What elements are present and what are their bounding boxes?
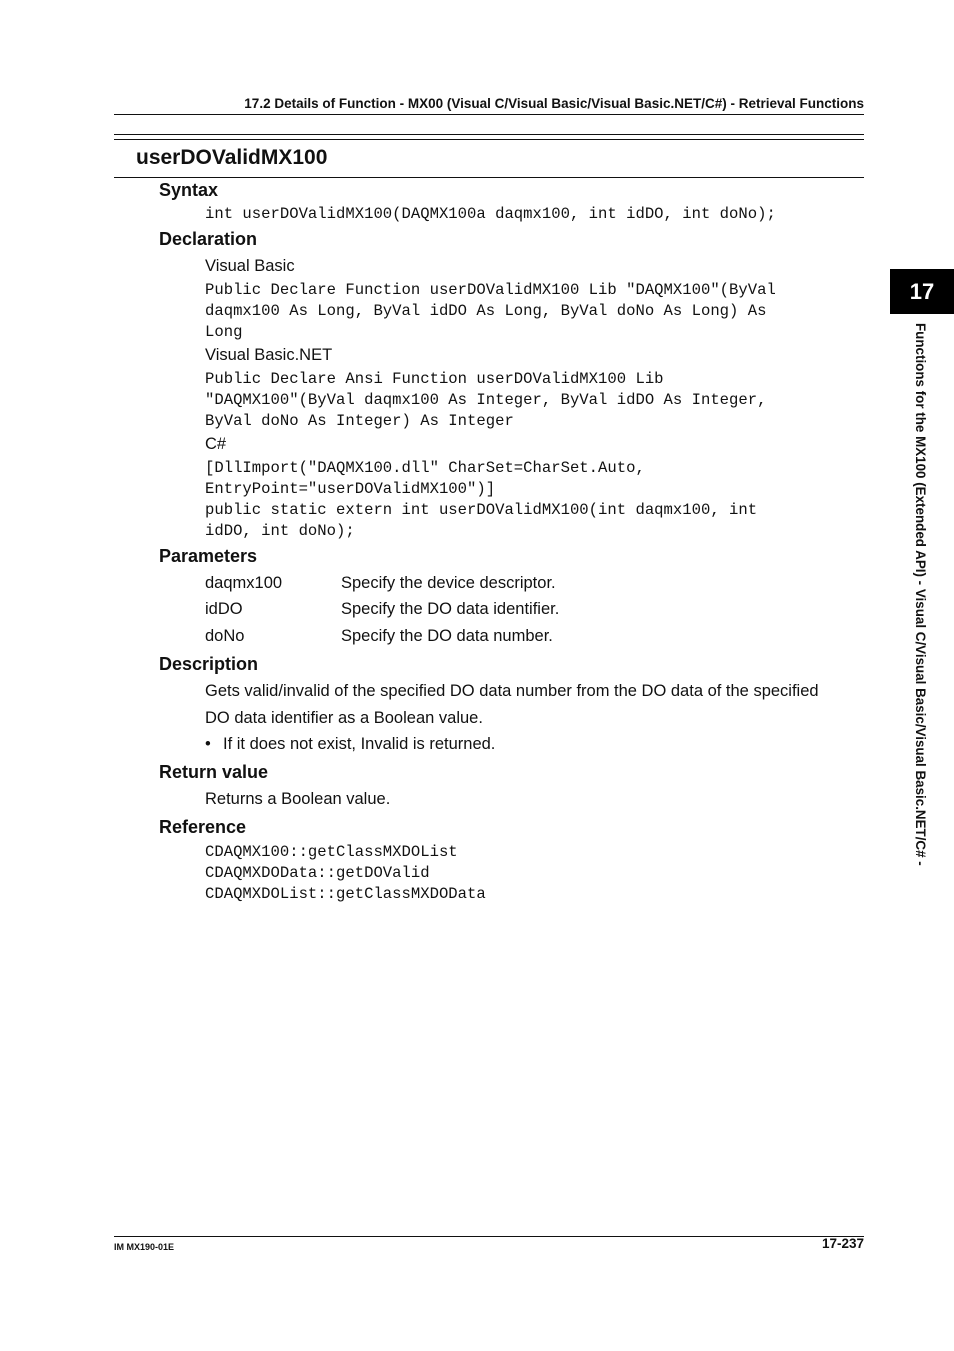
reference-heading: Reference [159,817,247,837]
syntax-heading: Syntax [159,180,219,200]
cs-code: [DllImport("DAQMX100.dll" CharSet=CharSet.Auto, EntryPoint="userDOValidMX100")] public static extern int userDOValidMX100(int daqmx100, int idDO, int doNo); [205,459,758,540]
chapter-tab-title: Functions for the MX100 (Extended API) - Visual C/Visual Basic/Visual Basic.NET/C# - [913,323,928,866]
parameters-heading: Parameters [159,546,258,566]
vbnet-label: Visual Basic.NET [205,346,333,364]
chapter-tab: 17 [890,269,954,314]
section-rule-top-1 [114,134,864,135]
description-line-2: DO data identifier as a Boolean value. [205,709,483,727]
param-desc: Specify the device descriptor. [341,574,556,592]
param-desc: Specify the DO data number. [341,627,553,645]
header-rule [114,114,864,115]
description-line-1: Gets valid/invalid of the specified DO data number from the DO data of the specified [205,682,819,700]
param-name: idDO [205,600,243,618]
function-title: userDOValidMX100 [136,146,328,169]
document-id: IM MX190-01E [114,1242,175,1252]
vbnet-code: Public Declare Ansi Function userDOValidMX100 Lib "DAQMX100"(ByVal daqmx100 As Integer, ByVal idDO As Integer, ByVal doNo As Integer) As Integer [205,370,767,430]
vb-label: Visual Basic [205,257,295,275]
return-value-text: Returns a Boolean value. [205,790,391,808]
reference-code: CDAQMX100::getClassMXDOList CDAQMXDOData::getDOValid CDAQMXDOList::getClassMXDOData [205,843,486,903]
running-header: 17.2 Details of Function - MX00 (Visual C/Visual Basic/Visual Basic.NET/C#) - Retrieval Functions [244,96,864,111]
bullet-text: If it does not exist, Invalid is returned. [223,735,496,753]
bullet-mark: • [205,735,211,753]
declaration-heading: Declaration [159,229,258,249]
param-name: daqmx100 [205,574,283,592]
page-number: 17-237 [821,1236,864,1251]
syntax-code: int userDOValidMX100(DAQMX100a daqmx100, int idDO, int doNo); [205,205,776,223]
section-rule-top-2 [114,139,864,140]
cs-label: C# [205,435,227,453]
footer-rule [114,1236,864,1237]
return-value-heading: Return value [159,762,269,782]
vb-code: Public Declare Function userDOValidMX100 Lib "DAQMX100"(ByVal daqmx100 As Long, ByVal idDO As Long, ByVal doNo As Long) As Long [205,281,776,341]
function-title-rule [114,177,864,178]
param-desc: Specify the DO data identifier. [341,600,560,618]
param-name: doNo [205,627,245,645]
description-bullet [205,735,495,754]
description-heading: Description [159,654,259,674]
